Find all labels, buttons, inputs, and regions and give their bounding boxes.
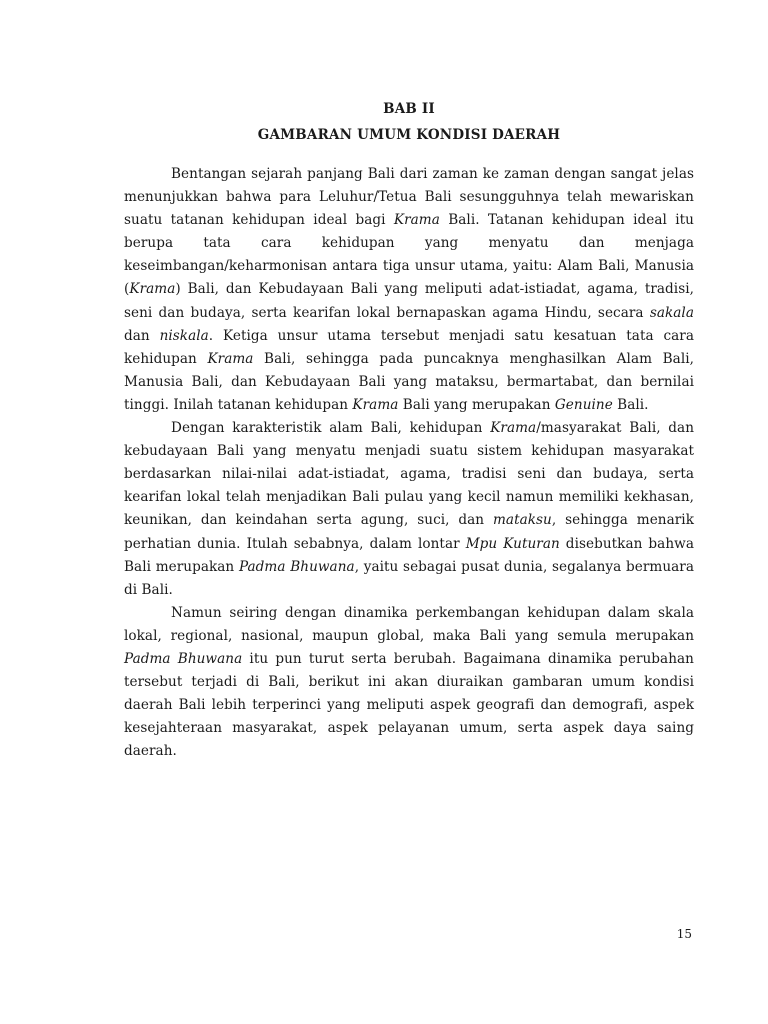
body-text	[124, 163, 694, 763]
italic-term: Krama	[352, 396, 399, 413]
text-run: Bentangan sejarah panjang Bali dari zaman ke zaman dengan sangat jelas menunjukkan bahwa para Leluhur/Tetua Bali sesungguhnya telah mewariskan suatu tatanan kehidupan ideal bagi	[124, 166, 694, 229]
italic-term: Krama	[207, 350, 254, 367]
italic-term: Krama	[490, 420, 537, 437]
text-run: Bali.	[612, 396, 649, 413]
chapter-label: BAB II	[383, 101, 435, 117]
text-run: Bali, sehingga pada puncaknya menghasilkan Alam Bali, Manusia Bali, dan Kebudayaan Bali yang mataksu, bermartabat, dan bernilai tinggi. Inilah tatanan kehidupan	[124, 350, 694, 413]
italic-term: Mpu Kuturan	[465, 535, 560, 552]
italic-term: mataksu	[492, 512, 552, 529]
text-run: Namun seiring dengan dinamika perkembangan kehidupan dalam skala lokal, regional, nasional, maupun global, maka Bali yang semula merupakan	[124, 604, 694, 644]
text-run: , yaitu sebagai pusat dunia, segalanya bermuara di Bali.	[124, 558, 694, 598]
italic-term: Padma Bhuwana	[124, 650, 243, 667]
text-run: dan	[124, 327, 160, 344]
text-run: itu pun turut serta berubah. Bagaimana dinamika perubahan tersebut terjadi di Bali, berikut ini akan diuraikan gambaran umum kondisi daerah Bali lebih terperinci yang meliputi aspek geografi dan demografi, aspek kesejahteraan masyarakat, aspek pelayanan umum, serta aspek daya saing daerah.	[124, 650, 694, 760]
document-page	[124, 96, 694, 763]
text-run: disebutkan bahwa Bali merupakan	[124, 535, 694, 575]
italic-term: Genuine	[554, 396, 613, 413]
text-run: Dengan karakteristik alam Bali, kehidupan	[171, 420, 491, 437]
paragraph	[124, 417, 694, 602]
text-run: Bali yang merupakan	[398, 396, 555, 413]
italic-term: Padma Bhuwana	[238, 558, 355, 575]
italic-term: Krama	[393, 212, 440, 229]
text-run: . Ketiga unsur utama tersebut menjadi satu kesatuan tata cara kehidupan	[124, 327, 694, 367]
italic-term: sakala	[649, 304, 694, 321]
text-run: Bali. Tatanan kehidupan ideal itu berupa tata cara kehidupan yang menyatu dan menjaga keseimbangan/keharmonisan antara tiga unsur utama, yaitu: Alam Bali, Manusia (	[124, 212, 694, 298]
italic-term: Krama	[129, 281, 176, 298]
paragraph	[124, 163, 694, 417]
text-run: ) Bali, dan Kebudayaan Bali yang meliputi adat-istiadat, agama, tradisi, seni dan budaya, serta kearifan lokal bernapaskan agama Hindu, secara	[124, 281, 694, 321]
text-run: , sehingga menarik perhatian dunia. Itulah sebabnya, dalam lontar	[124, 512, 694, 552]
page-number: 15	[676, 927, 692, 941]
text-run: /masyarakat Bali, dan kebudayaan Bali yang menyatu menjadi suatu sistem kehidupan masyarakat berdasarkan nilai-nilai adat-istiadat, agama, tradisi seni dan budaya, serta kearifan lokal telah menjadikan Bali pulau yang kecil namun memiliki kekhasan, keunikan, dan keindahan serta agung, suci, dan	[124, 420, 695, 529]
italic-term: niskala	[159, 327, 209, 344]
chapter-title: GAMBARAN UMUM KONDISI DAERAH	[257, 127, 561, 143]
paragraph	[124, 602, 694, 764]
